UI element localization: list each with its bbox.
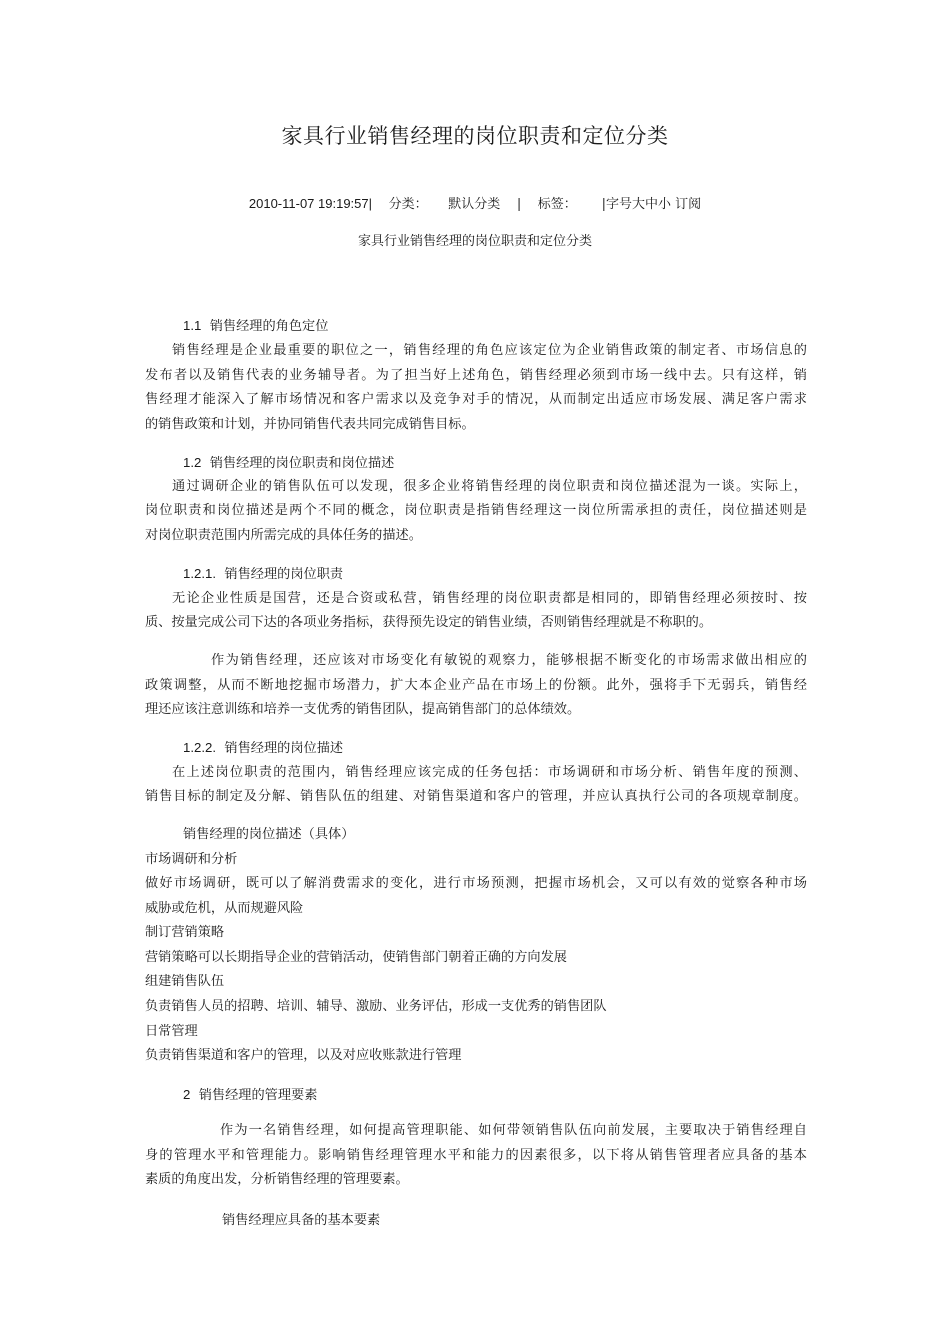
section-heading-1-2: 1.2 销售经理的岗位职责和岗位描述 — [183, 455, 395, 471]
list-item: 威胁或危机，从而规避风险 — [145, 901, 304, 916]
list-item: 制订营销策略 — [145, 925, 225, 940]
page-title: 家具行业销售经理的岗位职责和定位分类 — [281, 124, 669, 148]
subheading: 销售经理应具备的基本要素 — [222, 1213, 381, 1228]
paragraph-line: 通过调研企业的销售队伍可以发现，很多企业将销售经理的岗位职责和岗位描述混为一谈。实际上， — [172, 479, 807, 494]
paragraph-line: 发布者以及销售代表的业务辅导者。为了担当好上述角色，销售经理必须到市场一线中去。只有这样，销 — [145, 368, 807, 383]
list-item: 市场调研和分析 — [145, 852, 238, 867]
list-item: 负责销售人员的招聘、培训、辅导、激励、业务评估，形成一支优秀的销售团队 — [145, 999, 607, 1014]
post-date: 2010-11-07 19:19:57| — [248, 196, 373, 211]
paragraph-line: 对岗位职责范围内所需完成的具体任务的描述。 — [145, 528, 422, 543]
paragraph-line: 销售经理是企业最重要的职位之一，销售经理的角色应该定位为企业销售政策的制定者、市场信息的 — [172, 343, 807, 358]
section-heading-2: 2 销售经理的管理要素 — [183, 1087, 318, 1103]
paragraph-line: 作为一名销售经理，如何提高管理职能、如何带领销售队伍向前发展，主要取决于销售经理自 — [220, 1123, 807, 1138]
paragraph-line: 政策调整，从而不断地挖掘市场潜力，扩大本企业产品在市场上的份额。此外，强将手下无弱兵，销售经 — [145, 678, 807, 693]
list-item: 负责销售渠道和客户的管理，以及对应收账款进行管理 — [145, 1048, 462, 1063]
meta-separator: | — [516, 197, 522, 212]
paragraph-line: 理还应该注意训练和培养一支优秀的销售团队，提高销售部门的总体绩效。 — [145, 702, 581, 717]
paragraph-line: 在上述岗位职责的范围内，销售经理应该完成的任务包括：市场调研和市场分析、销售年度的预测、 — [172, 765, 807, 780]
page-subtitle: 家具行业销售经理的岗位职责和定位分类 — [357, 234, 592, 249]
list-item: 组建销售队伍 — [145, 974, 225, 989]
tags-label: 标签： — [537, 197, 577, 212]
category-label: 分类： — [388, 197, 428, 212]
paragraph-line: 的销售政策和计划，并协同销售代表共同完成销售目标。 — [145, 417, 475, 432]
paragraph-line: 无论企业性质是国营，还是合资或私营，销售经理的岗位职责都是相同的，即销售经理必须按时、按 — [172, 591, 807, 606]
font-size-subscribe-links[interactable]: |字号大中小 订阅 — [601, 197, 702, 212]
paragraph-line: 作为销售经理，还应该对市场变化有敏锐的观察力，能够根据不断变化的市场需求做出相应的 — [211, 653, 807, 668]
list-item: 日常管理 — [145, 1024, 198, 1039]
post-meta — [0, 193, 950, 212]
list-item: 做好市场调研，既可以了解消费需求的变化，进行市场预测，把握市场机会，又可以有效的觉察各种市场 — [145, 876, 807, 891]
list-heading: 销售经理的岗位描述（具体） — [183, 827, 355, 842]
section-heading-1-1: 1.1 销售经理的角色定位 — [183, 318, 329, 334]
section-heading-1-2-2: 1.2.2. 销售经理的岗位描述 — [183, 740, 344, 756]
paragraph-line: 岗位职责和岗位描述是两个不同的概念，岗位职责是指销售经理这一岗位所需承担的责任，岗位描述则是 — [145, 503, 807, 518]
paragraph-line: 销售目标的制定及分解、销售队伍的组建、对销售渠道和客户的管理，并应认真执行公司的各项规章制度。 — [145, 789, 807, 804]
paragraph-line: 素质的角度出发，分析销售经理的管理要素。 — [145, 1172, 409, 1187]
paragraph-line: 身的管理水平和管理能力。影响销售经理管理水平和能力的因素很多，以下将从销售管理者应具备的基本 — [145, 1148, 807, 1163]
section-heading-1-2-1: 1.2.1. 销售经理的岗位职责 — [183, 566, 344, 582]
category-link[interactable]: 默认分类 — [448, 197, 501, 212]
list-item: 营销策略可以长期指导企业的营销活动，使销售部门朝着正确的方向发展 — [145, 950, 567, 965]
paragraph-line: 售经理才能深入了解市场情况和客户需求以及竞争对手的情况，从而制定出适应市场发展、满足客户需求 — [145, 392, 807, 407]
paragraph-line: 质、按量完成公司下达的各项业务指标，获得预先设定的销售业绩，否则销售经理就是不称职的。 — [145, 615, 713, 630]
